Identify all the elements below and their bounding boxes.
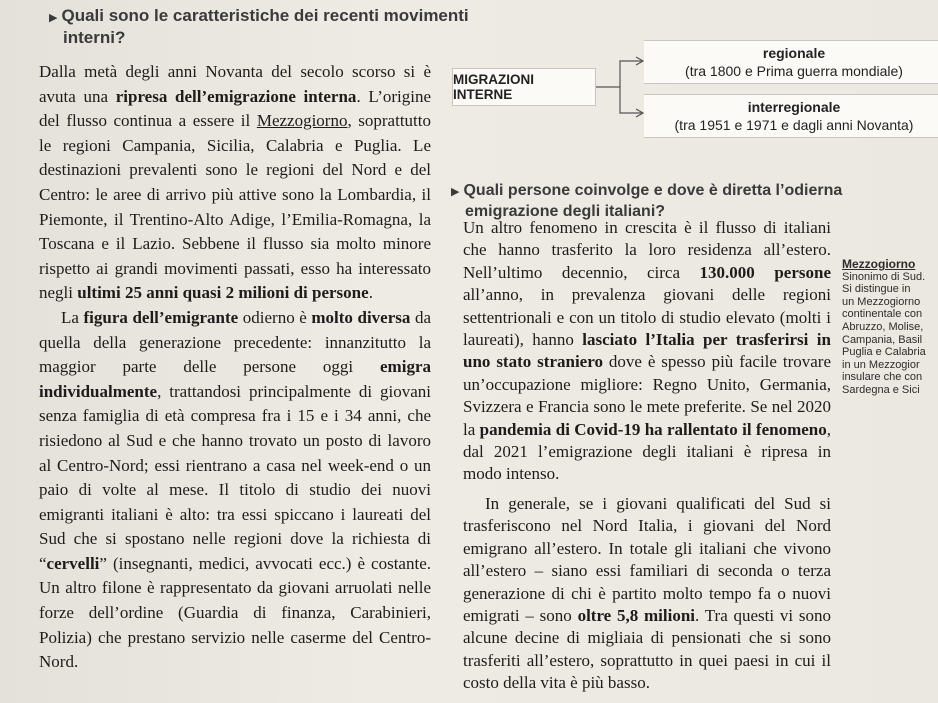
diagram-node-interregional: interregionale (tra 1951 e 1971 e dagli anni Novanta) (644, 94, 938, 138)
triangle-bullet-icon: ▶ (49, 12, 58, 24)
paragraph-internal-migration: Dalla metà degli anni Novanta del secolo scorso si è avuta una ripresa dell’emigrazione interna. L’origine del flusso continua a essere il Mezzogiorno, soprattutto le regioni Campania, Sicilia, Calabria e Puglia. Le destinazioni prevalenti sono le regioni del Nord e del Centro: le aree di arrivo più attive sono la Lombardia, il Piemonte, il Trentino-Alto Adige, l’Emilia-Romagna, la Toscana e il Lazio. Sebbene il flusso sia molto minore rispetto ai grandi movimenti passati, esso ha interessato negli ultimi 25 anni quasi 2 milioni di persone. (39, 62, 432, 303)
diagram-node-regional: regionale (tra 1800 e Prima guerra mondiale) (644, 40, 938, 84)
diagram-node-internal-migrations: MIGRAZIONI INTERNE (452, 68, 596, 106)
section-heading-emigration-abroad: ▶ Quali persone coinvolge e dove è diretta l’odierna emigrazione degli italiani? (451, 182, 843, 220)
right-column-text-lower (463, 493, 831, 695)
glossary-sidebar: Mezzogiorno Sinonimo di Sud. Si distingue in un Mezzogiorno continentale con Abruzzo, Molise, Campania, Basil Puglia e Calabria in un Mezzogior insulare che con Sardegna e Sici (842, 258, 938, 397)
migration-diagram (452, 40, 938, 140)
paragraph-italians-abroad: In generale, se i giovani qualificati del Sud si trasferiscono nel Nord Italia, i giovani del Nord emigrano all’estero. In totale gli italiani che vivono all’estero – siano essi familiari di seconda o terza generazione di chi è partito molto tempo fa o nuovi emigrati – sono oltre 5,8 milioni. Tra questi vi sono alcune decine di migliaia di pensionati che si sono trasferiti all’estero, soprattutto in quei paesi in cui il costo della vita è più basso. (463, 494, 831, 693)
glossary-term: Mezzogiorno (842, 257, 916, 271)
section-heading-internal-migration: ▶ Quali sono le caratteristiche dei recenti movimenti interni? (49, 6, 469, 47)
paragraph-emigration-abroad: Un altro fenomeno in crescita è il flusso di italiani che hanno trasferito la loro residenza all’estero. Nell’ultimo decennio, circa 130.000 persone all’anno, in prevalenza giovani delle regioni settentrionali e con un titolo di studio elevato (molti i laureati), hanno lasciato l’Italia per trasferirsi in uno stato straniero dove è spesso più facile trovare un’occupazione migliore: Regno Unito, Germania, Svizzera e Francia sono le mete preferite. Se nel 2020 la pandemia di Covid-19 ha rallentato il fenomeno, dal 2021 l’emigrazione degli italiani è ripresa in modo intenso. (463, 218, 831, 484)
left-column-text (39, 60, 431, 675)
paragraph-emigrant-profile: La figura dell’emigrante odierno è molto diversa da quella della generazione precedente: innanzitutto la maggior parte delle persone oggi emigra individualmente, trattandosi principalmente di giovani senza famiglia di età compresa fra i 15 e i 34 anni, che risiedono al Sud e che hanno trovato un posto di lavoro al Centro-Nord; essi rientrano a casa nel week-end o un paio di volte al mese. Il titolo di studio dei nuovi emigranti italiani è alto: tra essi spiccano i laureati del Sud che si spostano nelle regioni dove la richiesta di “cervelli” (insegnanti, medici, avvocati ecc.) è costante. Un altro filone è rappresentato da giovani arruolati nelle forze dell’ordine (Guardia di finanza, Carabinieri, Polizia) che prestano servizio nelle caserme del Centro-Nord. (39, 307, 431, 672)
right-column-text-upper (463, 217, 831, 486)
triangle-bullet-icon: ▶ (451, 186, 460, 198)
